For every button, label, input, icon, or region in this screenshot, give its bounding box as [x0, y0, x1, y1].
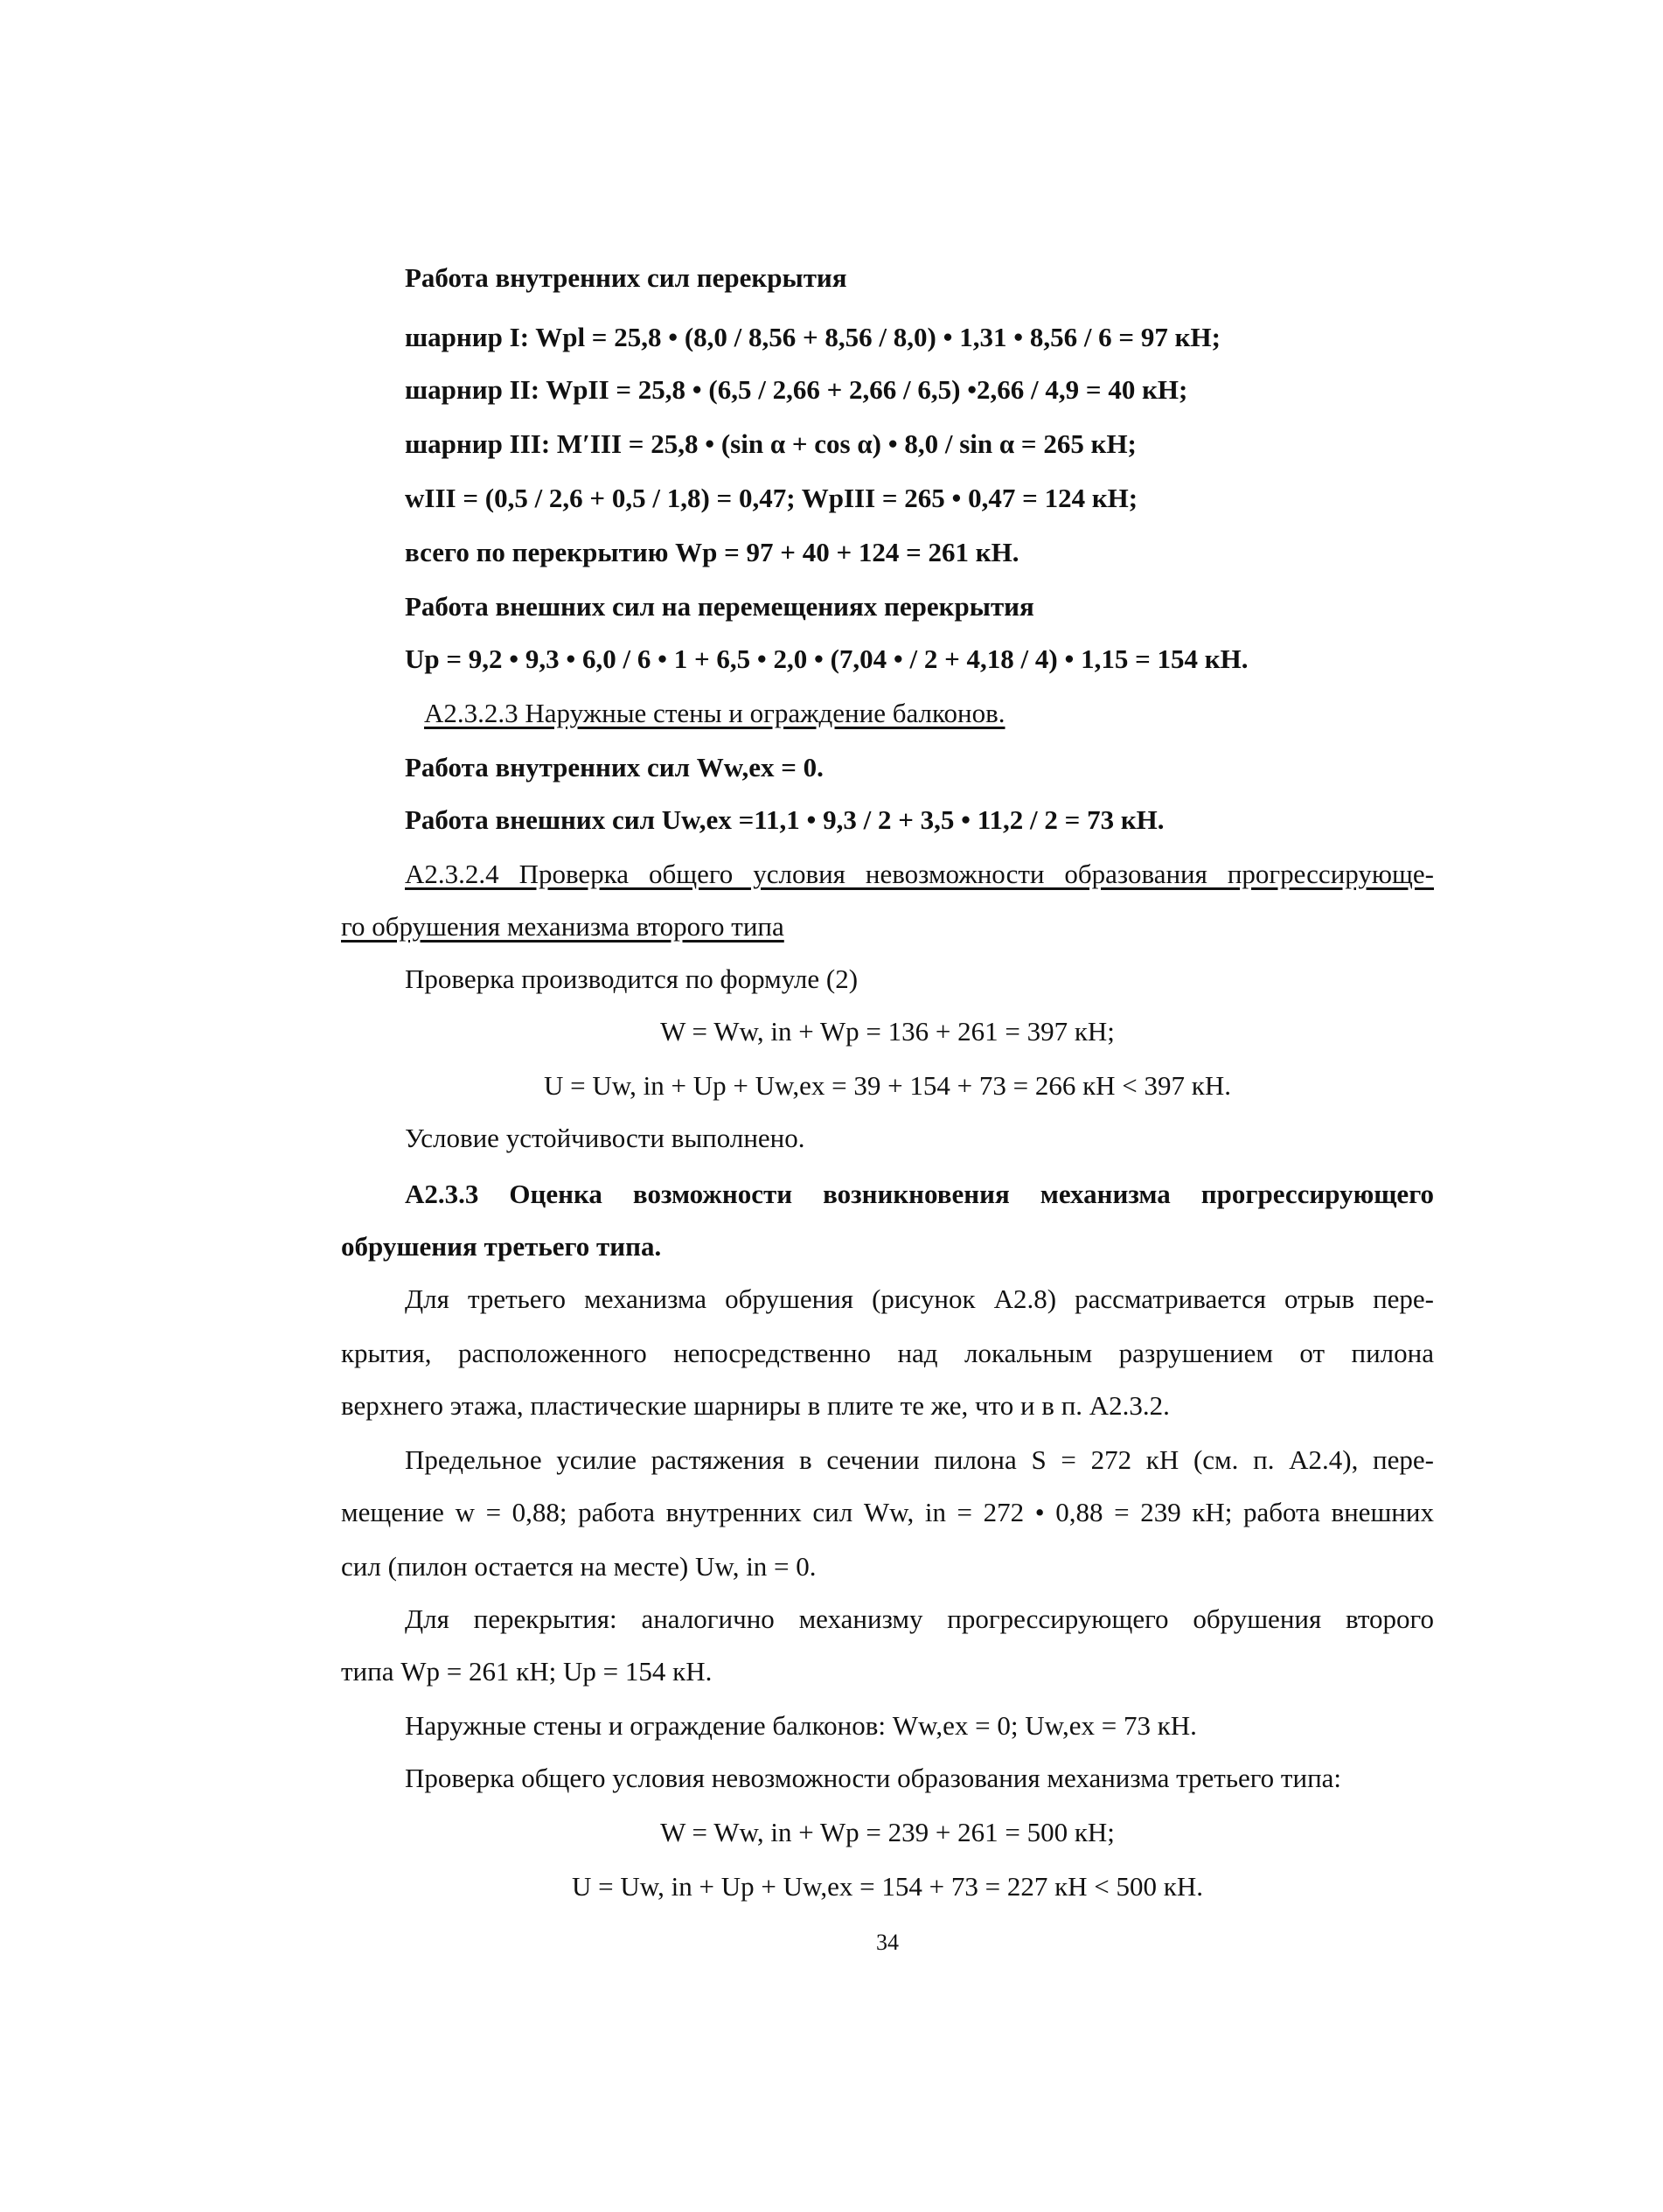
heading-internal-forces: Работа внутренних сил перекрытия: [405, 262, 847, 293]
section-a2-3-2-4-line2: го обрушения механизма второго типа: [341, 911, 784, 942]
paragraph-3-line2: типа Wp = 261 кН; Up = 154 кН.: [341, 1656, 713, 1687]
formula-hinge-3: шарнир III: M′III = 25,8 • (sin α + cos α) • 8,0 / sin α = 265 кН;: [405, 428, 1137, 459]
heading-external-forces: Работа внешних сил на перемещениях перекрытия: [405, 591, 1034, 622]
section-a2-3-3-line1: A2.3.3 Оценка возможности возникновения механизма прогрессирующего: [405, 1179, 1434, 1209]
paragraph-2-line3: сил (пилон остается на месте) Uw, in = 0.: [341, 1551, 817, 1582]
paragraph-check-third: Проверка общего условия невозможности образования механизма третьего типа:: [405, 1763, 1342, 1793]
formula-up: Up = 9,2 • 9,3 • 6,0 / 6 • 1 + 6,5 • 2,0 • (7,04 • / 2 + 4,18 / 4) • 1,15 = 154 кН.: [405, 643, 1249, 674]
paragraph-2-line1: Предельное усилие растяжения в сечении пилона S = 272 кН (см. п. А2.4), пере-: [405, 1444, 1434, 1475]
paragraph-3-line1: Для перекрытия: аналогично механизму прогрессирующего обрушения второго: [405, 1603, 1434, 1634]
equation-w-3: W = Ww, in + Wp = 239 + 261 = 500 кН;: [660, 1817, 1115, 1847]
paragraph-1-line2: крытия, расположенного непосредственно над локальным разрушением от пилона: [341, 1338, 1434, 1368]
paragraph-1-line3: верхнего этажа, пластические шарниры в плите те же, что и в п. А2.3.2.: [341, 1390, 1170, 1421]
equation-w-2: W = Ww, in + Wp = 136 + 261 = 397 кН;: [660, 1016, 1115, 1047]
paragraph-2-line2: мещение w = 0,88; работа внутренних сил Ww, in = 272 • 0,88 = 239 кН; работа внешних: [341, 1497, 1434, 1527]
paragraph-1-line1: Для третьего механизма обрушения (рисунок А2.8) рассматривается отрыв пере-: [405, 1283, 1434, 1314]
equation-u-3: U = Uw, in + Up + Uw,ex = 154 + 73 = 227 кН < 500 кН.: [572, 1871, 1203, 1902]
formula-hinge-1: шарнир I: Wpl = 25,8 • (8,0 / 8,56 + 8,56 / 8,0) • 1,31 • 8,56 / 6 = 97 кН;: [405, 322, 1221, 352]
section-a2-3-2-4-line1: A2.3.2.4 Проверка общего условия невозможности образования прогрессирующе-: [405, 859, 1434, 889]
stability-condition-met: Условие устойчивости выполнено.: [405, 1123, 805, 1153]
formula-w3: wIII = (0,5 / 2,6 + 0,5 / 1,8) = 0,47; WpIII = 265 • 0,47 = 124 кН;: [405, 483, 1138, 513]
formula-hinge-2: шарнир II: WpII = 25,8 • (6,5 / 2,66 + 2,66 / 6,5) •2,66 / 4,9 = 40 кН;: [405, 374, 1188, 405]
equation-u-2: U = Uw, in + Up + Uw,ex = 39 + 154 + 73 = 266 кН < 397 кН.: [544, 1070, 1231, 1101]
formula-uwex: Работа внешних сил Uw,ex =11,1 • 9,3 / 2 + 3,5 • 11,2 / 2 = 73 кН.: [405, 804, 1165, 835]
paragraph-walls: Наружные стены и ограждение балконов: Ww,ex = 0; Uw,ex = 73 кН.: [405, 1710, 1197, 1741]
formula-total-wp: всего по перекрытию Wp = 97 + 40 + 124 = 261 кН.: [405, 537, 1019, 567]
formula-wwex: Работа внутренних сил Ww,ex = 0.: [405, 752, 824, 783]
section-a2-3-2-3: A2.3.2.3 Наружные стены и ограждение балконов.: [424, 698, 1005, 728]
section-a2-3-3-line2: обрушения третьего типа.: [341, 1231, 662, 1262]
page-number: 34: [876, 1930, 899, 1955]
check-formula-ref: Проверка производится по формуле (2): [405, 963, 859, 994]
